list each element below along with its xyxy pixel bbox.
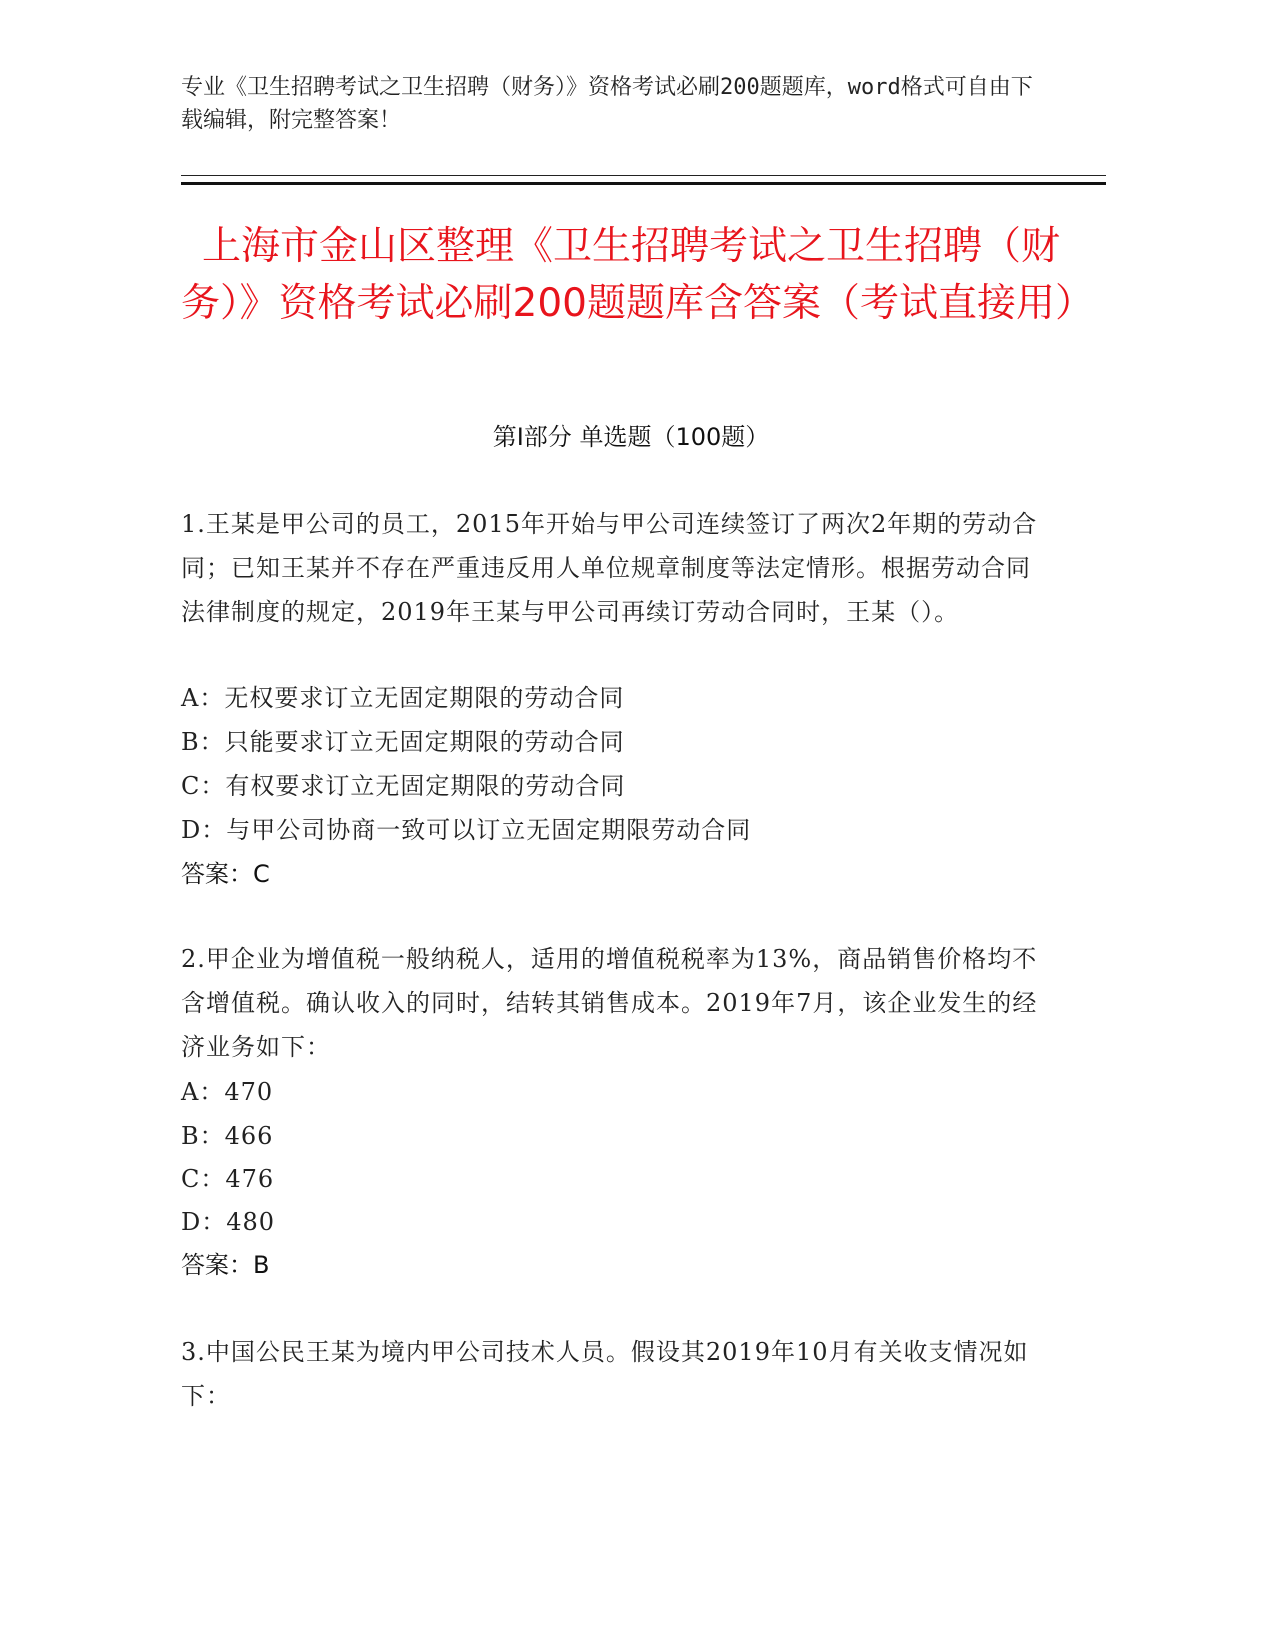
question-1-option-c: C：有权要求订立无固定期限的劳动合同: [181, 772, 626, 800]
header-note: 专业《卫生招聘考试之卫生招聘（财务）》资格考试必刷200题题库，word格式可自由下载编辑，附完整答案！: [181, 75, 1033, 133]
section-title: 第Ⅰ部分 单选题（100题）: [492, 423, 770, 451]
question-2-answer: 答案：B: [181, 1251, 270, 1279]
header-divider-thin: [181, 175, 1106, 176]
question-2-option-b: B：466: [181, 1122, 274, 1150]
question-2-option-c: C：476: [181, 1165, 275, 1193]
question-1-answer: 答案：C: [181, 860, 270, 888]
question-1-option-a: A：无权要求订立无固定期限的劳动合同: [181, 684, 625, 712]
question-1-option-b: B：只能要求订立无固定期限的劳动合同: [181, 728, 625, 756]
question-1-option-d: D：与甲公司协商一致可以订立无固定期限劳动合同: [181, 816, 752, 844]
question-2-option-d: D：480: [181, 1208, 276, 1236]
question-1-text: 1.王某是甲公司的员工，2015年开始与甲公司连续签订了两次2年期的劳动合同；已知王某并不存在严重违反用人单位规章制度等法定情形。根据劳动合同法律制度的规定，2019年王某与甲公司再续订劳动合同时，王某（）。: [181, 510, 1038, 626]
question-2-text: 2.甲企业为增值税一般纳税人，适用的增值税税率为13%，商品销售价格均不含增值税。确认收入的同时，结转其销售成本。2019年7月，该企业发生的经济业务如下：: [181, 945, 1038, 1061]
question-3-text: 3.中国公民王某为境内甲公司技术人员。假设其2019年10月有关收支情况如下：: [181, 1338, 1029, 1410]
header-divider-thick: [181, 182, 1106, 185]
document-title: 上海市金山区整理《卫生招聘考试之卫生招聘（财务）》资格考试必刷200题题库含答案（考试直接用）: [181, 224, 1094, 326]
question-2-option-a: A：470: [181, 1078, 274, 1106]
